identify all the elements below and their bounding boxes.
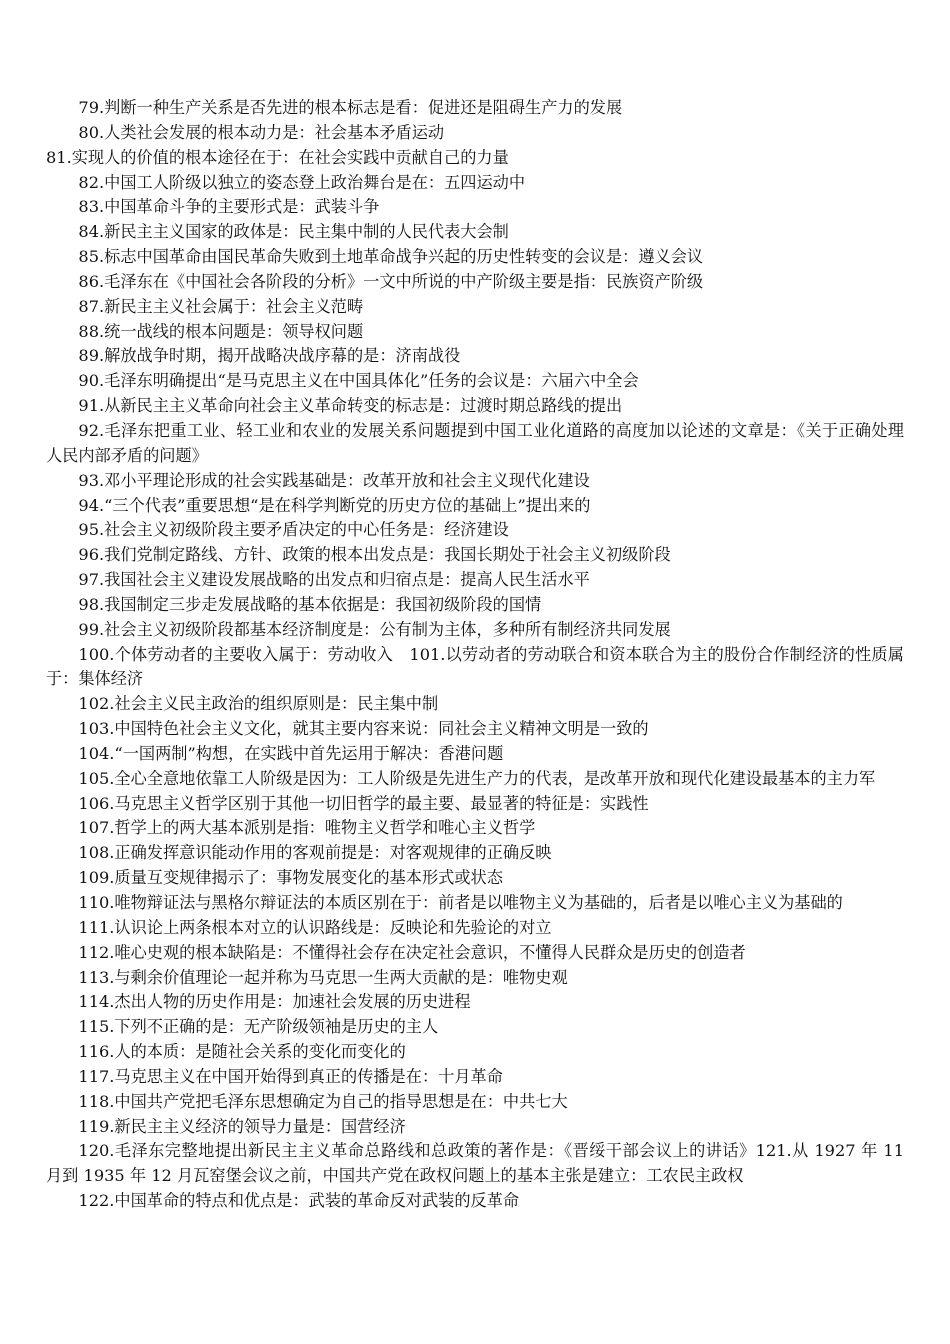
list-item: 119.新民主主义经济的领导力量是：国营经济 xyxy=(78,1116,406,1136)
list-item: 109.质量互变规律揭示了：事物发展变化的基本形式或状态 xyxy=(78,868,503,888)
list-item: 120.毛泽东完整地提出新民主主义革命总路线和总政策的著作是：《晋绥干部会议上的讲话》121.从 1927 年 11 月到 1935 年 12 月瓦窑堡会议之前，中国共产党在政权问题上的基本主张是建立：工农民主政权 xyxy=(46,1141,904,1186)
list-item: 116.人的本质：是随社会关系的变化而变化的 xyxy=(78,1042,406,1062)
list-item: 88.统一战线的根本问题是：领导权问题 xyxy=(78,321,364,341)
list-item: 85.标志中国革命由国民革命失败到土地革命战争兴起的历史性转变的会议是：遵义会议 xyxy=(78,247,704,267)
list-item: 94.“三个代表”重要思想“是在科学判断党的历史方位的基础上”提出来的 xyxy=(78,495,591,515)
list-item: 98.我国制定三步走发展战略的基本依据是：我国初级阶段的国情 xyxy=(78,594,542,614)
list-item: 89.解放战争时期，揭开战略决战序幕的是：济南战役 xyxy=(78,346,461,366)
list-item: 97.我国社会主义建设发展战略的出发点和归宿点是：提高人民生活水平 xyxy=(78,570,590,590)
list-item: 111.认识论上两条根本对立的认识路线是：反映论和先验论的对立 xyxy=(78,917,552,937)
list-item: 96.我们党制定路线、方针、政策的根本出发点是：我国长期处于社会主义初级阶段 xyxy=(78,545,671,565)
list-item: 93.邓小平理论形成的社会实践基础是：改革开放和社会主义现代化建设 xyxy=(78,470,590,490)
list-item: 84.新民主主义国家的政体是：民主集中制的人民代表大会制 xyxy=(78,222,509,242)
list-item: 118.中国共产党把毛泽东思想确定为自己的指导思想是在：中共七大 xyxy=(78,1091,568,1111)
list-item: 106.马克思主义哲学区别于其他一切旧哲学的最主要、最显著的特征是：实践性 xyxy=(78,793,649,813)
list-item: 99.社会主义初级阶段都基本经济制度是：公有制为主体，多种所有制经济共同发展 xyxy=(78,619,671,639)
list-item: 104.“一国两制”构想，在实践中首先运用于解决：香港问题 xyxy=(78,743,504,763)
list-item: 117.马克思主义在中国开始得到真正的传播是在：十月革命 xyxy=(78,1066,503,1086)
list-item: 95.社会主义初级阶段主要矛盾决定的中心任务是：经济建设 xyxy=(78,520,509,540)
list-item: 107.哲学上的两大基本派别是指：唯物主义哲学和唯心主义哲学 xyxy=(78,818,536,838)
list-item: 115.下列不正确的是：无产阶级领袖是历史的主人 xyxy=(78,1017,439,1037)
list-item: 86.毛泽东在《中国社会各阶段的分析》一文中所说的中产阶级主要是指：民族资产阶级 xyxy=(78,271,704,291)
list-item: 79.判断一种生产关系是否先进的根本标志是看：促进还是阻碍生产力的发展 xyxy=(78,98,623,117)
list-item: 81.实现人的价值的根本途径在于：在社会实践中贡献自己的力量 xyxy=(46,147,509,167)
list-item: 90.毛泽东明确提出“是马克思主义在中国具体化”任务的会议是：六届六中全会 xyxy=(78,371,639,391)
list-item: 82.中国工人阶级以独立的姿态登上政治舞台是在：五四运动中 xyxy=(78,172,526,192)
list-item: 91.从新民主主义革命向社会主义革命转变的标志是：过渡时期总路线的提出 xyxy=(78,396,623,416)
list-item: 112.唯心史观的根本缺陷是：不懂得社会存在决定社会意识，不懂得人民群众是历史的创造者 xyxy=(78,942,746,962)
list-item: 100.个体劳动者的主要收入属于：劳动收入 101.以劳动者的劳动联合和资本联合为主的股份合作制经济的性质属于：集体经济 xyxy=(46,644,904,689)
list-item: 87.新民主主义社会属于：社会主义范畴 xyxy=(78,296,364,316)
list-item: 102.社会主义民主政治的组织原则是：民主集中制 xyxy=(78,694,439,714)
list-item: 83.中国革命斗争的主要形式是：武装斗争 xyxy=(78,197,380,217)
list-item: 108.正确发挥意识能动作用的客观前提是：对客观规律的正确反映 xyxy=(78,843,552,863)
list-item: 113.与剩余价值理论一起并称为马克思一生两大贡献的是：唯物史观 xyxy=(78,967,568,987)
list-item: 122.中国革命的特点和优点是：武装的革命反对武装的反革命 xyxy=(78,1191,520,1211)
list-item: 80.人类社会发展的根本动力是：社会基本矛盾运动 xyxy=(78,122,445,142)
list-item: 110.唯物辩证法与黑格尔辩证法的本质区别在于：前者是以唯物主义为基础的，后者是以唯心主义为基础的 xyxy=(78,893,843,912)
list-item: 103.中国特色社会主义文化，就其主要内容来说：同社会主义精神文明是一致的 xyxy=(78,719,649,739)
list-item: 114.杰出人物的历史作用是：加速社会发展的历史进程 xyxy=(78,992,471,1012)
list-item: 92.毛泽东把重工业、轻工业和农业的发展关系问题提到中国工业化道路的高度加以论述的文章是：《关于正确处理人民内部矛盾的问题》 xyxy=(46,420,904,465)
list-item: 105.全心全意地依靠工人阶级是因为：工人阶级是先进生产力的代表，是改革开放和现代化建设最基本的主力军 xyxy=(78,768,876,788)
